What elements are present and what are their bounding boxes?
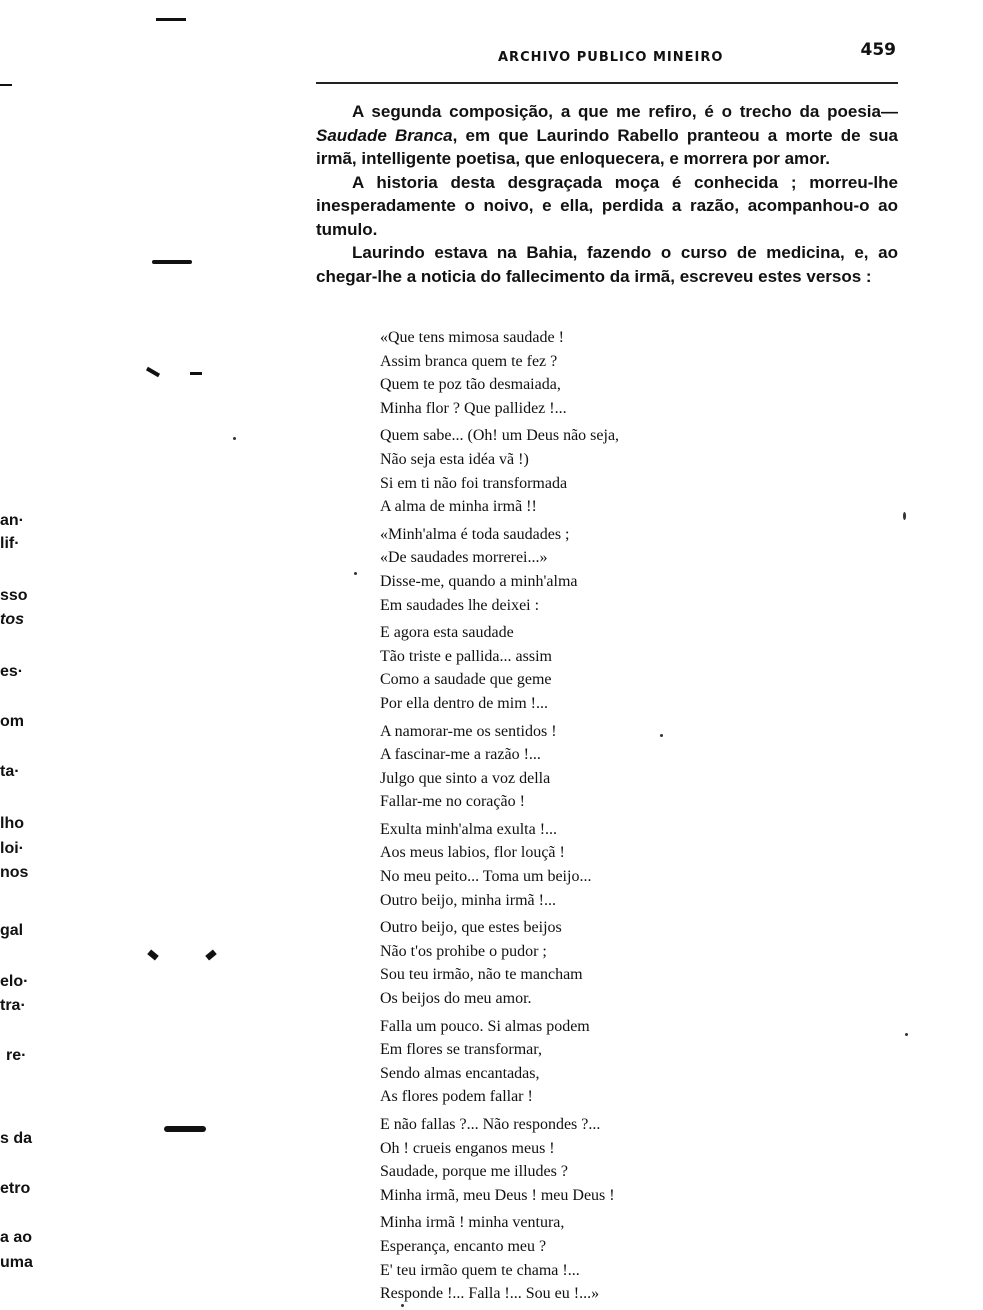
margin-fragment: etro: [0, 1180, 31, 1197]
scan-speck: [905, 1033, 908, 1036]
poem-stanza: [380, 916, 800, 1010]
poem-line: Tão triste e pallida... assim: [380, 647, 552, 665]
paragraph-1-text-a: A segunda composição, a que me refiro, é o trecho da poesia—: [352, 102, 898, 121]
scan-speck: [233, 437, 236, 440]
poem-line: Falla um pouco. Si almas podem: [380, 1017, 590, 1035]
journal-title: ARCHIVO PUBLICO MINEIRO: [498, 50, 724, 65]
paragraph-1: [316, 100, 898, 171]
scan-speck: [903, 512, 906, 520]
margin-fragment: lho: [0, 815, 24, 832]
poem-line: Responde !... Falla !... Sou eu !...»: [380, 1285, 600, 1303]
margin-fragment: tra·: [0, 997, 26, 1014]
margin-fragment: lif·: [0, 535, 20, 552]
margin-fragment: a ao: [0, 1229, 33, 1246]
paragraph-3: Laurindo estava na Bahia, fazendo o curso de medicina, e, ao chegar-lhe a noticia do fallecimento da irmã, escreveu estes versos :: [316, 243, 898, 286]
paragraph-2: A historia desta desgraçada moça é conhecida ; morreu-lhe inesperadamente o noivo, e ella, perdida a razão, acompanhou-o ao tumulo.: [316, 172, 898, 239]
scan-mark: [0, 84, 12, 86]
margin-fragment: es·: [0, 663, 24, 680]
poem-line: Oh ! crueis enganos meus !: [380, 1139, 555, 1157]
poem-line: Sou teu irmão, não te mancham: [380, 966, 583, 984]
poem-line: Julgo que sinto a voz della: [380, 769, 551, 787]
scan-speck: [401, 1304, 404, 1307]
margin-fragment: om: [0, 713, 24, 730]
poem-line: Esperança, encanto meu ?: [380, 1237, 547, 1255]
poem-stanza: [380, 326, 800, 420]
poem-line: «De saudades morrerei...»: [380, 549, 548, 567]
margin-fragment: nos: [0, 864, 29, 881]
poem-line: «Minh'alma é toda saudades ;: [380, 525, 570, 543]
scan-mark: [146, 367, 160, 377]
margin-fragment: re·: [6, 1047, 27, 1064]
poem-line: Saudade, porque me illudes ?: [380, 1163, 568, 1181]
poem-line: Fallar-me no coração !: [380, 793, 525, 811]
poem-line: A fascinar-me a razão !...: [380, 746, 541, 764]
poem-line: Não seja esta idéa vã !): [380, 450, 529, 468]
poem-line: Outro beijo, que estes beijos: [380, 919, 562, 937]
poem-line: Quem sabe... (Oh! um Deus não seja,: [380, 427, 620, 445]
margin-fragment: ta·: [0, 763, 20, 780]
poem-line: Assim branca quem te fez ?: [380, 352, 558, 370]
poem-line: E agora esta saudade: [380, 624, 514, 642]
poem-line: Em saudades lhe deixei :: [380, 596, 540, 614]
poem-stanza: [380, 523, 800, 617]
poem-stanza: [380, 621, 800, 715]
prose-body: [316, 100, 898, 288]
poem-stanza: [380, 818, 800, 912]
scan-mark: [156, 18, 186, 21]
poem-line: Não t'os prohibe o pudor ;: [380, 942, 547, 960]
scan-mark: [205, 949, 217, 960]
scan-mark: [190, 372, 202, 375]
poem-line: Outro beijo, minha irmã !...: [380, 891, 556, 909]
poem-line: Disse-me, quando a minh'alma: [380, 572, 578, 590]
poem-line: Minha irmã ! minha ventura,: [380, 1214, 565, 1232]
poem-line: Minha flor ? Que pallidez !...: [380, 399, 567, 417]
poem-line: No meu peito... Toma um beijo...: [380, 868, 592, 886]
scan-mark: [147, 949, 159, 960]
poem-stanza: [380, 424, 800, 518]
poem-line: Por ella dentro de mim !...: [380, 694, 548, 712]
poem-line: Si em ti não foi transformada: [380, 474, 568, 492]
poem-line: Como a saudade que geme: [380, 671, 552, 689]
margin-fragment: tos: [0, 611, 24, 628]
paragraph-1-text-b: , em que Laurindo Rabello pranteou a morte de sua irmã, intelligente poetisa, que enloquecera, e morrera por amor.: [316, 125, 898, 168]
poem-line: E não fallas ?... Não respondes ?...: [380, 1116, 601, 1133]
poem-line: Aos meus labios, flor louçã !: [380, 844, 565, 862]
poem-stanza: [380, 1113, 800, 1207]
margin-fragment: uma: [0, 1254, 33, 1271]
poem-line: Exulta minh'alma exulta !...: [380, 820, 558, 838]
poem-stanza: [380, 720, 800, 814]
margin-fragment: elo·: [0, 973, 29, 990]
poem-line: As flores podem fallar !: [380, 1088, 533, 1106]
poem-line: Os beijos do meu amor.: [380, 990, 532, 1008]
margin-fragment: gal: [0, 922, 24, 939]
margin-fragment: sso: [0, 587, 28, 604]
poem-line: Em flores se transformar,: [380, 1041, 542, 1059]
poem-title: Saudade Branca: [316, 125, 453, 145]
scan-mark: [164, 1126, 206, 1132]
poem-line: Minha irmã, meu Deus ! meu Deus !: [380, 1186, 615, 1204]
poem-line: Quem te poz tão desmaiada,: [380, 376, 561, 394]
scan-speck: [660, 734, 663, 737]
poem-line: A alma de minha irmã !!: [380, 498, 537, 516]
margin-fragment: s da: [0, 1130, 33, 1147]
page-header: [316, 38, 898, 84]
poem-line: Sendo almas encantadas,: [380, 1064, 540, 1082]
poem-stanza: [380, 1015, 800, 1109]
poem: [380, 326, 800, 1310]
poem-line: A namorar-me os sentidos !: [380, 722, 557, 740]
margin-fragment: an·: [0, 512, 24, 529]
poem-stanza: [380, 1211, 800, 1305]
poem-line: «Que tens mimosa saudade !: [380, 329, 564, 346]
margin-fragment: loi·: [0, 840, 24, 857]
page-number: 459: [860, 40, 896, 60]
poem-line: E' teu irmão quem te chama !...: [380, 1261, 580, 1279]
scan-speck: [354, 572, 357, 575]
scan-mark: [152, 260, 192, 264]
